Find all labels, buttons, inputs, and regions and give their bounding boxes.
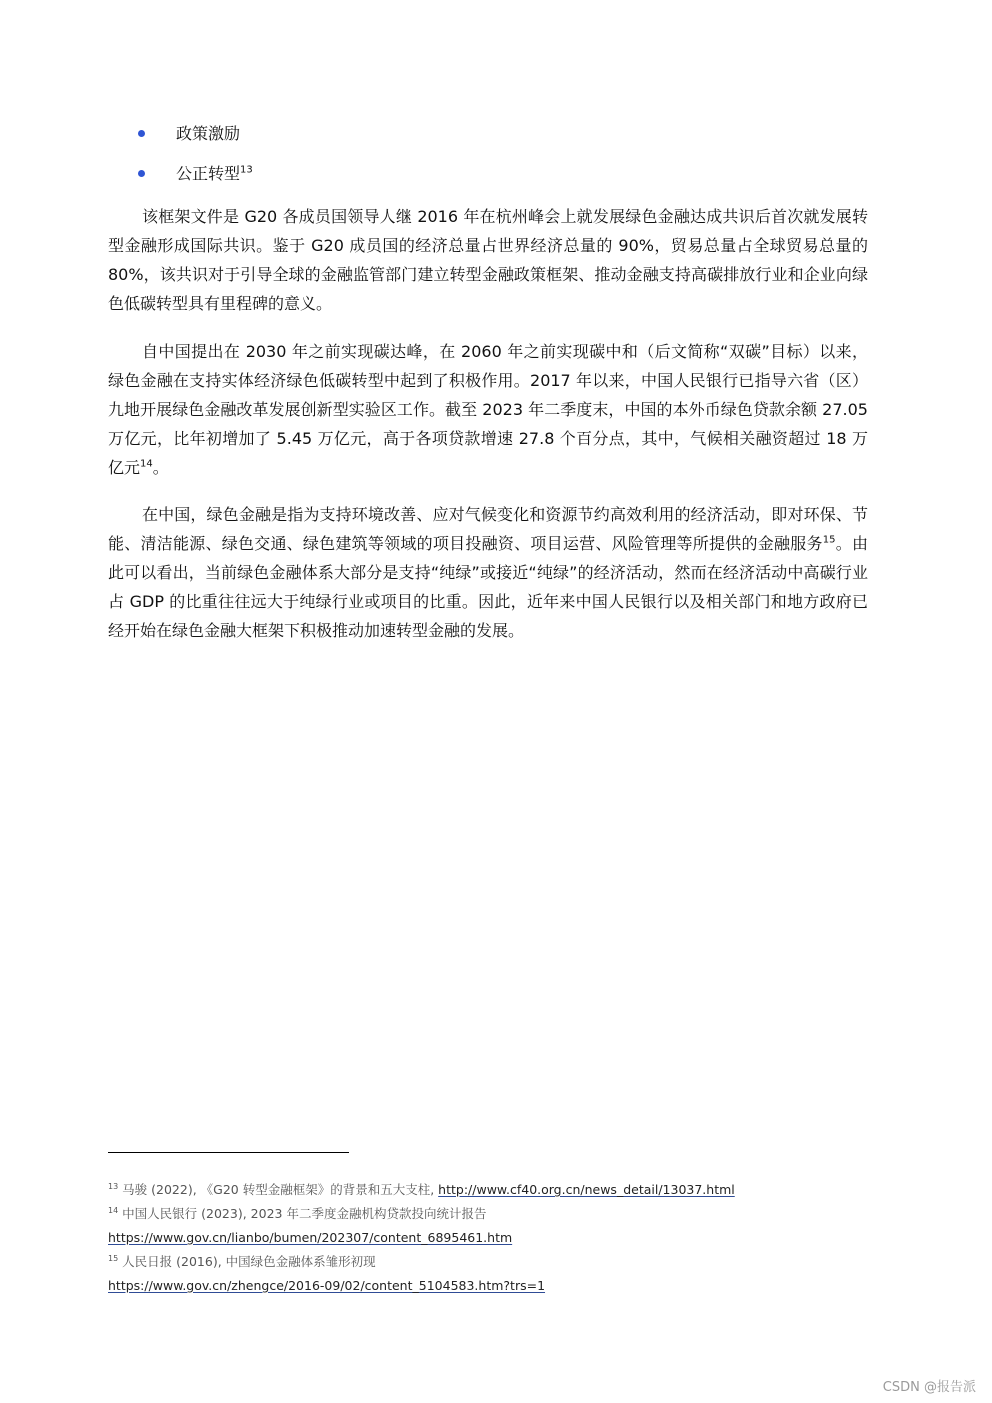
paragraph-text: 自中国提出在 2030 年之前实现碳达峰，在 2060 年之前实现碳中和（后文简称“双碳”目标）以来，绿色金融在支持实体经济绿色低碳转型中起到了积极作用。2017 年以来，中国人民银行已指导六省（区）九地开展绿色金融改革发展创新型实验区工作。截至 2023 年二季度末，中国的本外币绿色贷款余额 27.05 万亿元，比年初增加了 5.45 万亿元，高于各项贷款增速 27.8 个百分点，其中，气候相关融资超过 18 万亿元 [108,342,868,477]
paragraph-g20-consensus: 该框架文件是 G20 各成员国领导人继 2016 年在杭州峰会上就发展绿色金融达成共识后首次就发展转型金融形成国际共识。鉴于 G20 成员国的经济总量占世界经济总量的 90%，贸易总量占全球贸易总量的 80%，该共识对于引导全球的金融监管部门建立转型金融政策框架、推动金融支持高碳排放行业和企业向绿色低碳转型具有里程碑的意义。 [108,207,868,313]
bullet-text: 公正转型 [176,164,241,183]
footnote-13 [108,1178,908,1202]
footnote-15 [108,1250,908,1274]
bullet-dot-icon [138,130,145,137]
paragraph-green-finance-definition [108,500,868,645]
paragraph-end: 。 [152,458,169,477]
footnote-15-link-line [108,1274,908,1298]
footnote-link[interactable]: https://www.gov.cn/zhengce/2016-09/02/content_5104583.htm?trs=1 [108,1278,546,1293]
footnote-ref-13: 13 [240,164,253,176]
bullet-dot-icon [138,170,145,177]
bullet-list [108,118,868,198]
footnote-link[interactable]: http://www.cf40.org.cn/news_detail/13037.html [438,1182,735,1197]
footnote-number: 14 [108,1205,119,1215]
footnote-ref-15: 15 [822,534,836,546]
footnote-number: 13 [108,1181,119,1191]
footnotes [108,1178,908,1298]
footnote-divider [108,1152,349,1153]
bullet-item-just-transition [108,158,868,198]
paragraph-text: 。由此可以看出，当前绿色金融体系大部分是支持“纯绿”或接近“纯绿”的经济活动，然而在经济活动中高碳行业占 GDP 的比重往往远大于纯绿行业或项目的比重。因此，近年来中国人民银行以及相关部门和地方政府已经开始在绿色金融大框架下积极推动加速转型金融的发展。 [108,534,868,640]
footnote-14 [108,1202,908,1226]
footnote-text: 中国人民银行 (2023), 2023 年二季度金融机构贷款投向统计报告 [122,1206,487,1221]
footnote-text: 马骏 (2022), 《G20 转型金融框架》的背景和五大支柱, [122,1182,439,1197]
footnote-ref-14: 14 [140,458,153,470]
watermark: CSDN @报告派 [882,1380,976,1395]
footnote-number: 15 [108,1253,119,1263]
footnote-14-link-line [108,1226,908,1250]
paragraph-dual-carbon [108,337,868,482]
bullet-item-policy-incentive [108,118,868,158]
bullet-text: 政策激励 [176,124,241,143]
footnote-link[interactable]: https://www.gov.cn/lianbo/bumen/202307/content_6895461.htm [108,1230,513,1245]
footnote-text: 人民日报 (2016), 中国绿色金融体系雏形初现 [122,1254,376,1269]
paragraph-text: 在中国，绿色金融是指为支持环境改善、应对气候变化和资源节约高效利用的经济活动，即对环保、节能、清洁能源、绿色交通、绿色建筑等领域的项目投融资、项目运营、风险管理等所提供的金融服务 [108,505,868,553]
